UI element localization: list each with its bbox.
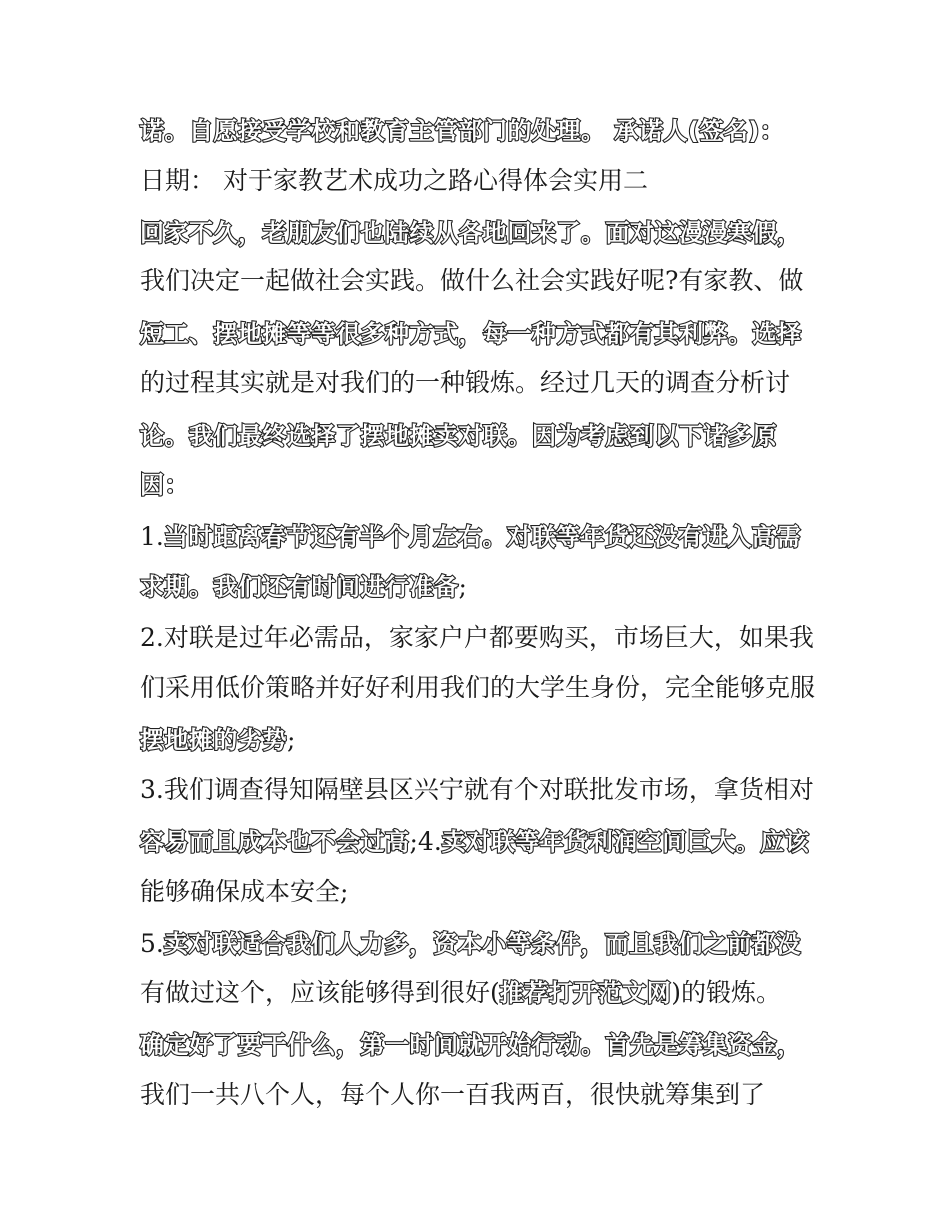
text-segment: 我们一共八个人，每个人你一百我两百，很快就筹集到了 bbox=[140, 1080, 766, 1109]
outlined-text-segment: 回家不久，老朋友们也陆续从各地回来了。面对这漫漫寒假， bbox=[140, 219, 802, 247]
text-line bbox=[140, 166, 648, 196]
text-line bbox=[140, 673, 815, 703]
text-line bbox=[140, 725, 295, 755]
text-line bbox=[140, 319, 802, 349]
text-line bbox=[140, 623, 814, 653]
text-segment: 5. bbox=[140, 929, 164, 958]
text-line bbox=[140, 929, 801, 959]
text-segment: ;4. bbox=[409, 827, 442, 856]
outlined-text-segment: 短工、摆地摊等等很多种方式，每一种方式都有其利弊。选择 bbox=[140, 320, 802, 348]
text-line bbox=[140, 978, 781, 1008]
text-line bbox=[140, 218, 802, 248]
outlined-text-segment: 卖对联适合我们人力多，资本小等条件，而且我们之前都没 bbox=[163, 930, 801, 958]
text-line bbox=[140, 266, 803, 296]
text-line bbox=[140, 522, 801, 552]
outlined-text-segment: 摆地摊的劣势 bbox=[140, 726, 287, 754]
text-line bbox=[140, 877, 348, 907]
outlined-text-segment: 因： bbox=[140, 471, 189, 499]
outlined-text-segment: 求期。我们还有时间进行准备 bbox=[140, 573, 459, 601]
outlined-text-segment: 当时距离春节还有半个月左右。对联等年货还没有进入高需 bbox=[163, 523, 801, 551]
text-segment: )的锻炼。 bbox=[671, 978, 782, 1007]
text-line bbox=[140, 421, 777, 451]
text-line bbox=[140, 572, 467, 602]
text-segment: 有做过这个，应该能够得到很好( bbox=[140, 978, 500, 1007]
outlined-text-segment: 推荐打开范文网 bbox=[499, 979, 672, 1007]
text-segment: 我们决定一起做社会实践。做什么社会实践好呢?有家教、做 bbox=[140, 266, 804, 295]
text-line bbox=[140, 1030, 802, 1060]
outlined-text-segment: 论。我们最终选择了摆地摊卖对联。因为考虑到以下诸多原 bbox=[140, 422, 777, 450]
text-segment: 1. bbox=[140, 522, 164, 551]
text-segment: 3.我们调查得知隔壁县区兴宁就有个对联批发市场，拿货相对 bbox=[140, 775, 814, 804]
text-segment: ; bbox=[458, 572, 467, 601]
outlined-text-segment: 卖对联等年货利润空间巨大。应该 bbox=[441, 828, 810, 856]
text-segment: ; bbox=[287, 725, 296, 754]
text-segment: 日期： 对于家教艺术成功之路心得体会实用二 bbox=[140, 166, 648, 195]
outlined-text-segment: 容易而且成本也不会过高 bbox=[140, 828, 410, 856]
text-line bbox=[140, 775, 814, 805]
text-segment: 2.对联是过年必需品，家家户户都要购买，市场巨大，如果我 bbox=[140, 623, 814, 652]
outlined-text-segment: 诺。自愿接受学校和教育主管部门的处理。 承诺人(签名)： bbox=[140, 117, 785, 145]
text-line bbox=[140, 470, 189, 500]
outlined-text-segment: 确定好了要干什么，第一时间就开始行动。首先是筹集资金， bbox=[140, 1031, 802, 1059]
text-line bbox=[140, 368, 790, 398]
text-segment: 的过程其实就是对我们的一种锻炼。经过几天的调查分析讨 bbox=[140, 368, 791, 397]
text-segment: 们采用低价策略并好好利用我们的大学生身份，完全能够克服 bbox=[140, 673, 816, 702]
text-line bbox=[140, 1080, 765, 1110]
text-line bbox=[140, 116, 784, 146]
text-segment: 能够确保成本安全; bbox=[140, 877, 349, 906]
text-line bbox=[140, 827, 809, 857]
